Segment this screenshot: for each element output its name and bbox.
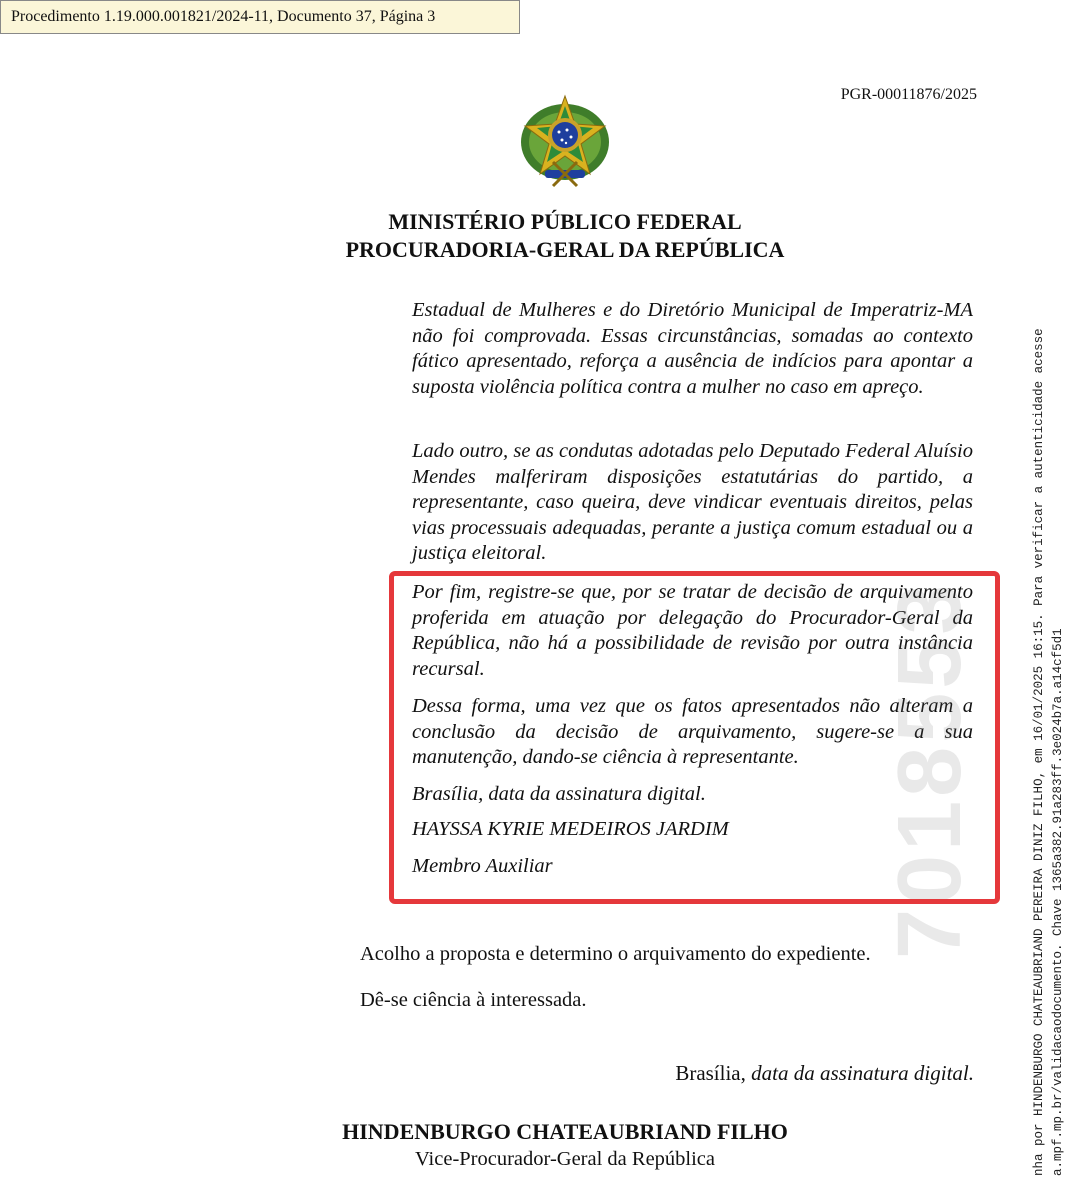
signer-role: Vice-Procurador-Geral da República	[414, 1148, 716, 1170]
document-id: PGR-00011876/2025	[840, 86, 977, 103]
quoted-paragraph-3: Por fim, registre-se que, por se tratar de decisão de arquivamento proferida em atuação por delegação do Procurador-Geral da República, não há a possibilidade de revisão por outra instância recursal.	[412, 581, 973, 680]
quoted-paragraph-4: Dessa forma, uma vez que os fatos apresentados não alteram a conclusão da decisão de arquivamento, sugere-se a sua manutenção, dando-se ciência à representante.	[412, 695, 973, 768]
quoted-author-role: Membro Auxiliar	[412, 855, 553, 877]
decision-line-2: Dê-se ciência à interessada.	[360, 989, 587, 1011]
brazil-coat-of-arms-icon	[515, 90, 615, 190]
document-number-watermark: 7018553	[880, 580, 980, 960]
org-title-procuradoria: PROCURADORIA-GERAL DA REPÚBLICA	[345, 237, 785, 262]
quoted-author-name: HAYSSA KYRIE MEDEIROS JARDIM	[412, 818, 729, 840]
procedure-stamp: Procedimento 1.19.000.001821/2024-11, Documento 37, Página 3	[0, 0, 520, 34]
org-title-ministry: MINISTÉRIO PÚBLICO FEDERAL	[388, 209, 742, 234]
signer-name: HINDENBURGO CHATEAUBRIAND FILHO	[342, 1119, 788, 1144]
closing-date-text: data da assinatura digital.	[751, 1061, 974, 1085]
closing-city: Brasília,	[675, 1061, 746, 1085]
quoted-paragraph-1: Estadual de Mulheres e do Diretório Municipal de Imperatriz-MA não foi comprovada. Essas circunstâncias, somadas ao contexto fático apresentado, reforça a ausência de indícios para apontar a suposta violência política contra a mulher no caso em apreço.	[412, 299, 973, 398]
signature-line-1: nha por HINDENBURGO CHATEAUBRIAND PEREIRA DINIZ FILHO, em 16/01/2025 16:15. Para verificar a autenticidade acesse	[1032, 328, 1046, 1176]
signature-line-2: a.mpf.mp.br/validacaodocumento. Chave 1365a382.91a283ff.3e024b7a.a14cf5d1	[1051, 628, 1065, 1176]
decision-line-1: Acolho a proposta e determino o arquivamento do expediente.	[360, 943, 871, 965]
quoted-paragraph-2: Lado outro, se as condutas adotadas pelo Deputado Federal Aluísio Mendes malferiram disposições estatutárias do partido, a representante, caso queira, deve vindicar eventuais direitos, pelas vias processuais adequadas, perante a justiça comum estadual ou a justiça eleitoral.	[412, 440, 973, 564]
closing-place-date	[675, 1061, 974, 1086]
digital-signature-sidebar	[1030, 188, 1068, 1178]
highlight-box	[389, 571, 1000, 904]
quoted-place-date: Brasília, data da assinatura digital.	[412, 783, 706, 805]
